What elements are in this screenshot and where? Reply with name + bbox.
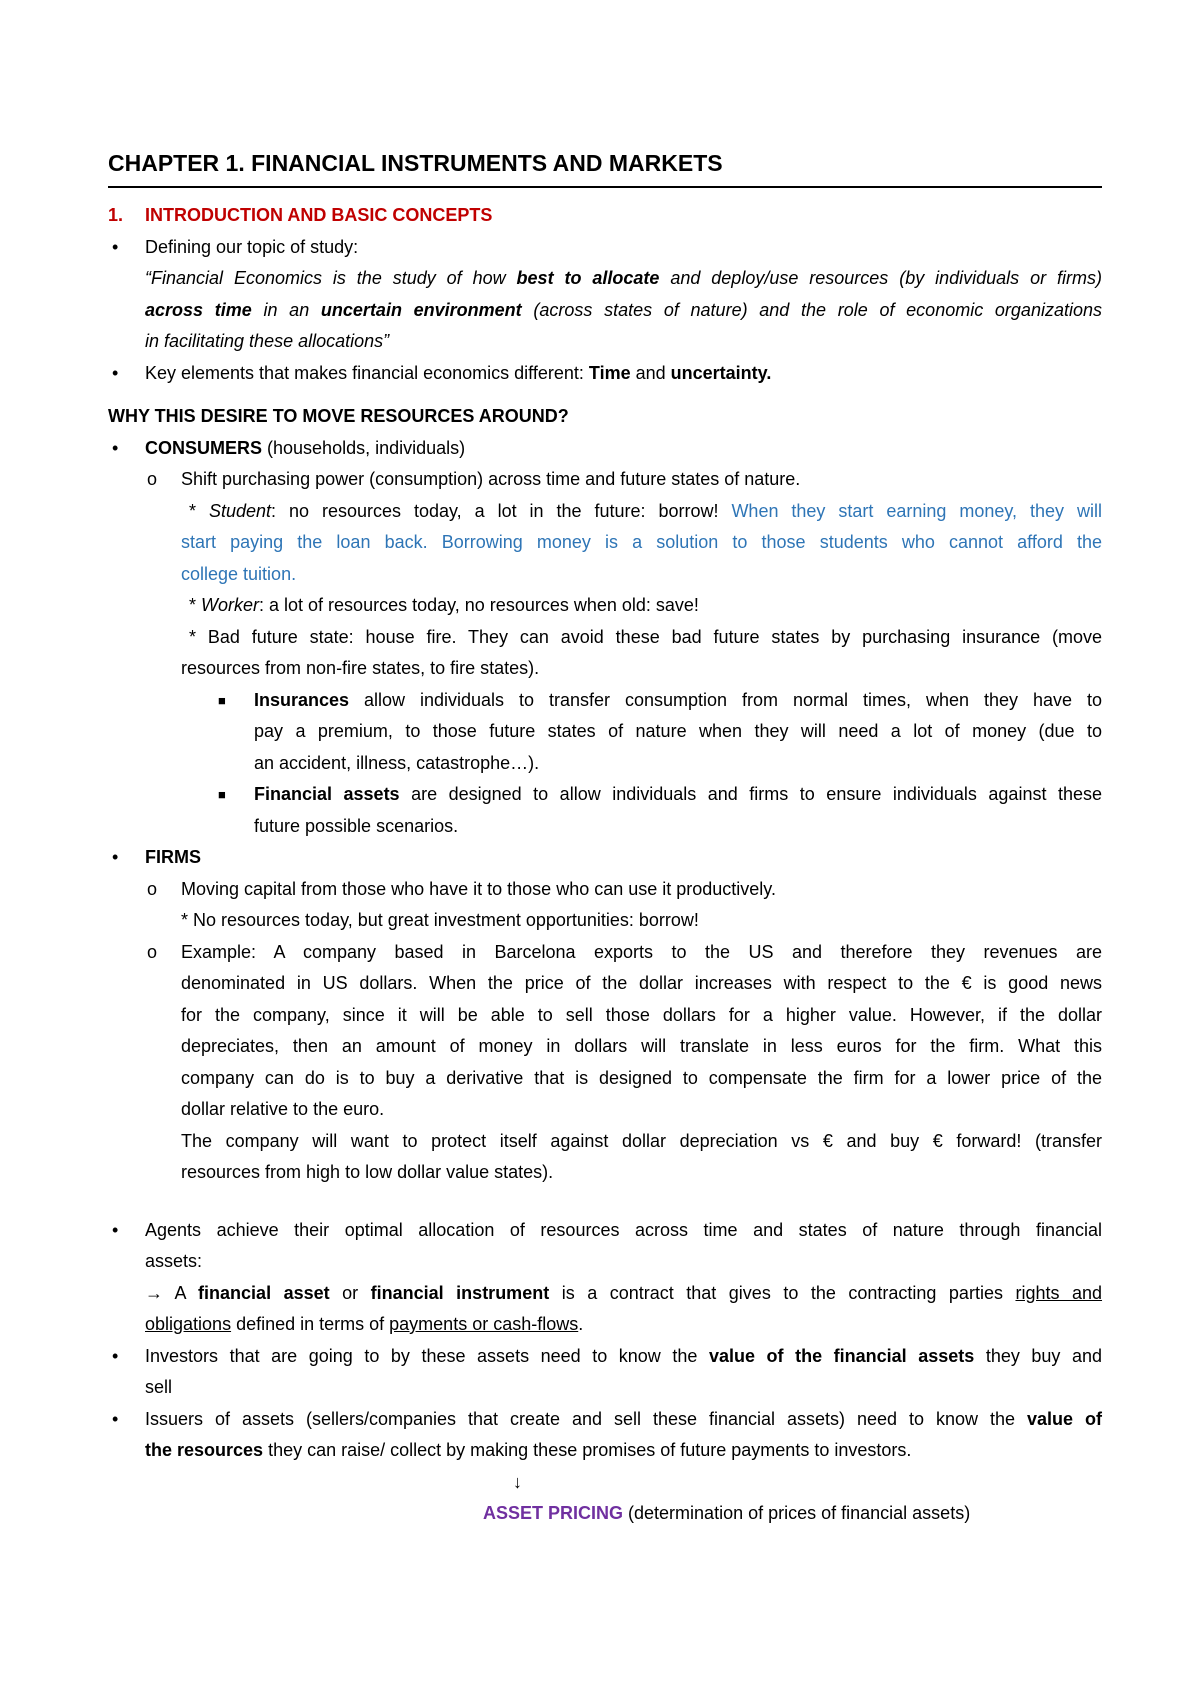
list-item-agents: • Agents achieve their optimal allocation of resources across time and states of nature through financial: [108, 1215, 1102, 1247]
example-line-8: resources from high to low dollar value states).: [181, 1162, 554, 1182]
example-line-4: depreciates, then an amount of money in dollars will translate in less euros for the firm. What this: [181, 1036, 1102, 1056]
student-line-1: * Student: no resources today, a lot in the future: borrow! When they start earning money, they will: [189, 500, 1102, 521]
agents-line-2: assets:: [145, 1251, 203, 1271]
example-line-2: denominated in US dollars. When the price of the dollar increases with respect to the € is good news: [181, 973, 1102, 993]
bad-state-line-2: resources from non-fire states, to fire states).: [181, 658, 540, 678]
example-line-1: o Example: A company based in Barcelona exports to the US and therefore they revenues are: [108, 937, 1102, 969]
definition-line-1: → A financial asset or financial instrument is a contract that gives to the contracting parties rights and: [145, 1282, 1103, 1303]
down-arrow-icon: ↓: [513, 1471, 522, 1492]
list-item-investors: • Investors that are going to by these assets need to know the value of the financial assets they buy and: [108, 1341, 1102, 1373]
section-number: 1.: [108, 205, 124, 225]
bullet-icon: •: [112, 847, 119, 867]
bullet-icon: •: [112, 362, 119, 383]
list-item-consumers: • CONSUMERS (households, individuals): [108, 433, 1102, 465]
defining-label: Defining our topic of study:: [145, 236, 359, 257]
insurances-line-1: ■ Insurances allow individuals to transfer consumption from normal times, when they have to: [108, 685, 1102, 717]
circle-bullet-icon: o: [147, 941, 158, 962]
circle-bullet-icon: o: [147, 878, 158, 899]
list-item-defining: [108, 232, 1102, 264]
example-line-6: dollar relative to the euro.: [181, 1099, 385, 1119]
no-resources-line: * No resources today, but great investment opportunities: borrow!: [181, 910, 699, 930]
definition-line-2: obligations defined in terms of payments or cash-flows.: [145, 1314, 584, 1334]
example-line-7: The company will want to protect itself against dollar depreciation vs € and buy € forward! (transfer: [181, 1130, 1102, 1151]
square-bullet-icon: ■: [218, 787, 226, 802]
quote-line-2: across time in an uncertain environment (across states of nature) and the role of economic organizations: [145, 299, 1102, 320]
title-underline: [108, 186, 1102, 188]
list-item-firms: • FIRMS: [108, 842, 1102, 874]
insurances-line-3: an accident, illness, catastrophe…).: [254, 752, 540, 773]
bad-state-line-1: * Bad future state: house fire. They can avoid these bad future states by purchasing insurance (move: [189, 626, 1102, 647]
subsection-heading: WHY THIS DESIRE TO MOVE RESOURCES AROUND?: [108, 406, 569, 426]
circle-bullet-icon: o: [147, 469, 158, 489]
quote-line-3: in facilitating these allocations”: [145, 331, 390, 351]
asset-pricing-line: ASSET PRICING (determination of prices of financial assets): [483, 1503, 971, 1523]
bullet-icon: •: [112, 1345, 119, 1366]
financial-assets-line-1: ■ Financial assets are designed to allow individuals and firms to ensure individuals against these: [108, 779, 1102, 811]
worker-line: * Worker: a lot of resources today, no resources when old: save!: [189, 595, 699, 615]
student-line-2: start paying the loan back. Borrowing money is a solution to those students who cannot afford the: [181, 532, 1102, 552]
example-line-3: for the company, since it will be able to sell those dollars for a higher value. However, if the dollar: [181, 1004, 1102, 1025]
bullet-icon: •: [112, 236, 119, 257]
quote-line-1: “Financial Economics is the study of how best to allocate and deploy/use resources (by individuals or firms): [145, 268, 1102, 288]
section-title: INTRODUCTION AND BASIC CONCEPTS: [145, 205, 493, 225]
example-line-5: company can do is to buy a derivative that is designed to compensate the firm for a lower price of the: [181, 1067, 1102, 1088]
bullet-icon: •: [112, 437, 119, 458]
list-item-key-elements: • Key elements that makes financial economics different: Time and uncertainty.: [108, 358, 1102, 390]
square-bullet-icon: ■: [218, 692, 226, 708]
chapter-title: CHAPTER 1. FINANCIAL INSTRUMENTS AND MARKETS: [108, 150, 723, 176]
issuers-line-2: the resources they can raise/ collect by making these promises of future payments to investors.: [145, 1440, 912, 1460]
student-line-3: college tuition.: [181, 563, 297, 584]
bullet-icon: •: [112, 1408, 119, 1429]
investors-line-2: sell: [145, 1377, 173, 1397]
insurances-line-2: pay a premium, to those future states of nature when they will need a lot of money (due to: [254, 721, 1102, 741]
sub-item-moving-capital: o Moving capital from those who have it to those who can use it productively.: [108, 874, 1102, 906]
sub-item-shift: o Shift purchasing power (consumption) across time and future states of nature.: [108, 464, 1102, 496]
list-item-issuers: • Issuers of assets (sellers/companies that create and sell these financial assets) need to know the value of: [108, 1404, 1102, 1436]
financial-assets-line-2: future possible scenarios.: [254, 815, 459, 836]
bullet-icon: •: [112, 1219, 119, 1240]
document-body: [108, 200, 1102, 1530]
section-heading: [108, 200, 1102, 232]
